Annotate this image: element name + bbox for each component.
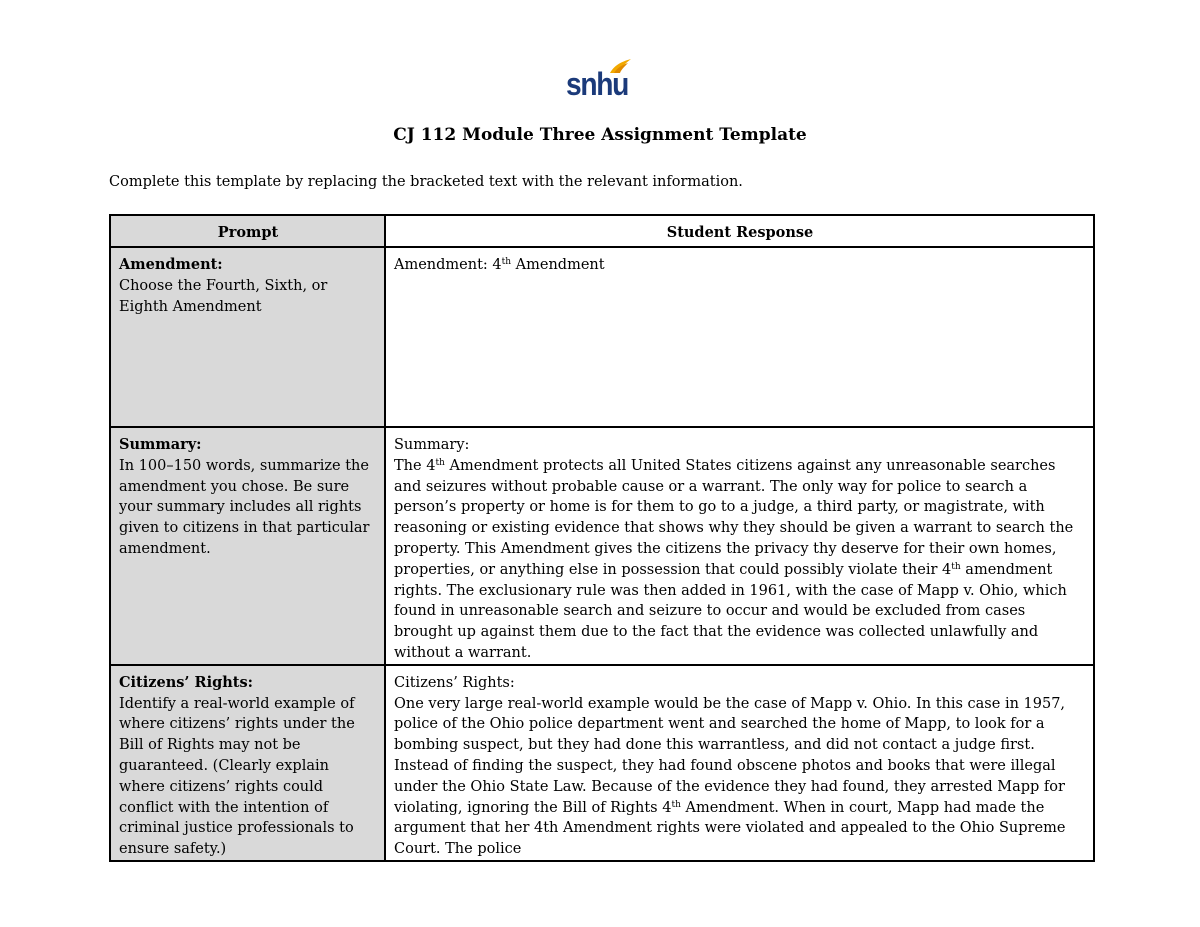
prompt-cell-summary — [110, 427, 385, 665]
table-row — [110, 427, 1094, 665]
table-header-row — [110, 215, 1094, 247]
prompt-label: Citizens’ Rights: — [119, 673, 253, 691]
response-text: Amendment protects all United States citizens against any unreasonable searches and seizures without probable cause or a warrant. The only way for police to search a person’s property or home is for them to go to a judge, a third party, or magistrate, with reasoning or existing evidence that shows why they should be given a warrant to search the property. This Amendment gives the citizens the privacy thy deserve for their own homes, properties, or anything else in possession that could possibly violate their 4 — [394, 457, 1074, 578]
response-text: The 4 — [394, 457, 436, 474]
prompt-cell-citizens-rights — [110, 665, 385, 861]
page-title: CJ 112 Module Three Assignment Template — [393, 125, 807, 145]
response-column-header: Student Response — [385, 215, 1094, 247]
response-heading-tail: Amendment — [511, 257, 605, 273]
logo-wordmark: snhu — [566, 66, 628, 102]
response-text: amendment rights. The exclusionary rule was then added in 1961, with the case of Mapp v. Ohio, which found in unreasonable search and seizure to occur and would be excluded from cases brought up against them due to the fact that the evidence was collected unlawfully and without a warrant. — [394, 561, 1067, 661]
prompt-column-header: Prompt — [110, 215, 385, 247]
ordinal-suffix: th — [951, 561, 961, 572]
table-row — [110, 665, 1094, 861]
prompt-text: Identify a real-world example of where citizens’ rights under the Bill of Rights may not be guaranteed. (Clearly explain where citizens’ rights could conflict with the intention of criminal justice professionals to ensure safety.) — [119, 695, 355, 858]
ordinal-suffix: th — [671, 799, 681, 810]
table-row — [110, 247, 1094, 427]
ordinal-suffix: th — [435, 457, 445, 468]
prompt-label: Summary: — [119, 436, 202, 453]
instructions-text: Complete this template by replacing the bracketed text with the relevant information. — [109, 174, 743, 190]
prompt-label: Amendment: — [119, 256, 223, 273]
response-cell-amendment[interactable] — [385, 247, 1094, 427]
prompt-text: Choose the Fourth, Sixth, or Eighth Amendment — [119, 277, 328, 315]
prompt-cell-amendment — [110, 247, 385, 427]
response-clip — [394, 673, 1086, 858]
response-cell-citizens-rights[interactable] — [385, 665, 1094, 861]
response-heading: Citizens’ Rights: — [394, 674, 515, 691]
response-heading: Amendment: 4 — [394, 257, 502, 273]
response-text: Amendment. When in court, Mapp had made the argument that her 4th Amendment rights were violated and appealed to the Ohio Supreme Court. The police — [394, 799, 1066, 858]
assignment-table — [109, 214, 1095, 862]
snhu-logo — [566, 58, 632, 104]
ordinal-suffix: th — [501, 257, 512, 267]
response-text: One very large real-world example would be the case of Mapp v. Ohio. In this case in 1957, police of the Ohio police department went and searched the home of Mapp, to look for a bombing suspect, but they had done this warrantless, and did not contact a judge first. Instead of finding the suspect, they had found obscene photos and books that were illegal under the Ohio State Law. Because of the evidence they had found, they arrested Mapp for violating, ignoring the Bill of Rights 4 — [394, 695, 1066, 816]
prompt-text: In 100–150 words, summarize the amendment you chose. Be sure your summary includes all rights given to citizens in that particular amendment. — [119, 457, 370, 557]
response-cell-summary[interactable] — [385, 427, 1094, 665]
response-heading: Summary: — [394, 437, 470, 453]
